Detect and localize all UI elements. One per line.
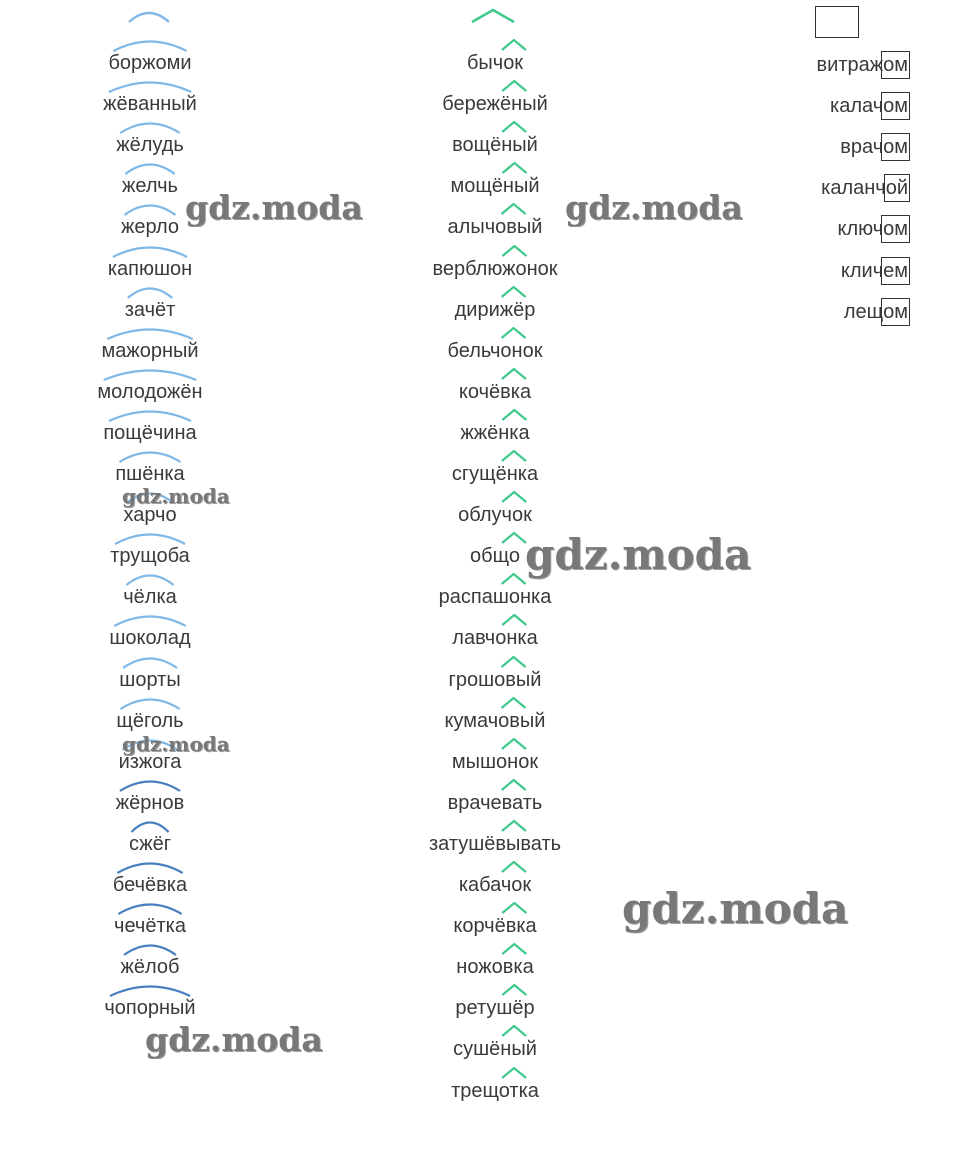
ending-box-empty: [815, 6, 859, 38]
suffix-caret-icon: [501, 820, 527, 832]
word-text: вощёный: [452, 134, 538, 157]
root-word: [97, 380, 202, 404]
suffix-word: [452, 626, 537, 650]
word-text: кумачовый: [444, 709, 546, 732]
suffix-caret-icon: [501, 902, 527, 914]
word-text: бельчонок: [447, 339, 543, 362]
word-ending-box: ом: [881, 133, 910, 161]
word-text: шоколад: [109, 627, 191, 650]
suffix-caret-icon: [501, 80, 527, 92]
word-text: ножовка: [456, 956, 534, 979]
suffix-caret-icon: [501, 697, 527, 709]
suffix-word: [445, 709, 546, 733]
word-text: облучок: [458, 504, 532, 527]
root-word: [123, 585, 177, 609]
suffix-word: [458, 503, 532, 527]
suffix-caret-icon: [501, 286, 527, 298]
suffix-word: [460, 421, 529, 445]
root-word: [116, 709, 183, 733]
root-arc-icon: [116, 778, 184, 792]
suffix-caret-icon: [501, 491, 527, 503]
suffix-word: [432, 257, 557, 281]
word-text: шорты: [119, 668, 181, 691]
suffix-caret-icon: [501, 450, 527, 462]
suffix-caret-icon: [501, 532, 527, 544]
root-arc-icon: [116, 120, 184, 134]
root-word: [110, 544, 190, 568]
root-arc-icon: [125, 285, 176, 299]
ending-word: [838, 215, 911, 243]
word-text: сушёный: [453, 1038, 537, 1061]
suffix-word: [456, 955, 533, 979]
word-text: бечёвка: [112, 874, 188, 896]
word-text: пшёнка: [115, 463, 185, 485]
root-arc-icon: [103, 408, 196, 422]
word-text: капюшон: [107, 257, 193, 280]
suffix-caret-icon: [501, 121, 527, 133]
suffix-caret-icon: [501, 39, 527, 51]
root-word: [103, 92, 197, 116]
word-text: дирижёр: [454, 298, 536, 321]
word-stem: врач: [840, 136, 884, 159]
root-arc-icon: [103, 79, 197, 93]
watermark: gdz.moda: [122, 732, 230, 756]
watermark: gdz.moda: [622, 884, 849, 933]
suffix-caret-icon: [501, 656, 527, 668]
word-text: жёлудь: [116, 134, 184, 157]
root-word: [103, 421, 196, 445]
word-text: бережёный: [442, 93, 548, 116]
word-text: боржоми: [108, 52, 192, 74]
suffix-caret-icon: [501, 245, 527, 257]
word-text: бычок: [466, 52, 524, 74]
ending-word: [840, 133, 910, 161]
word-ending-box: ом: [881, 215, 910, 243]
root-arc-icon: [101, 326, 198, 340]
root-arc-icon: [97, 367, 202, 381]
root-word: [101, 339, 198, 363]
suffix-word: [453, 914, 536, 938]
suffix-word: [452, 462, 538, 486]
word-ending-box: ой: [884, 174, 910, 202]
word-text: жерло: [121, 216, 179, 239]
suffix-word: [467, 51, 523, 75]
root-word: [116, 791, 184, 815]
suffix-word: [448, 791, 543, 815]
root-word: [116, 133, 184, 157]
suffix-caret-icon: [501, 203, 527, 215]
word-stem: ключ: [837, 218, 884, 241]
ending-word: [841, 257, 910, 285]
suffix-caret-icon: [470, 8, 516, 24]
word-stem: клич: [840, 259, 884, 282]
word-text: алычовый: [447, 216, 543, 239]
word-text: мощёный: [450, 175, 540, 198]
suffix-word: [449, 668, 542, 692]
watermark: gdz.moda: [565, 188, 743, 227]
word-text: кочёвка: [458, 380, 532, 403]
word-text: кабачок: [458, 874, 532, 896]
suffix-word: [459, 380, 531, 404]
suffix-word: [470, 544, 520, 568]
root-arc-icon: [113, 860, 187, 874]
root-word: [121, 215, 179, 239]
word-stem: калач: [830, 95, 884, 118]
suffix-word: [448, 339, 543, 363]
watermark: gdz.moda: [122, 484, 230, 508]
word-text: общо: [470, 545, 520, 568]
root-arc-icon: [108, 244, 192, 258]
word-text: пощёчина: [103, 421, 197, 444]
word-text: мышонок: [451, 750, 539, 773]
suffix-word: [451, 1079, 539, 1103]
word-text: корчёвка: [453, 915, 537, 938]
root-word: [121, 955, 180, 979]
suffix-caret-icon: [501, 162, 527, 174]
suffix-caret-icon: [501, 1025, 527, 1037]
ending-word: [844, 298, 910, 326]
root-arc-icon: [121, 942, 180, 956]
ending-word: [817, 51, 910, 79]
word-text: сгущёнка: [451, 463, 539, 485]
suffix-caret-icon: [501, 738, 527, 750]
word-stem: витраж: [816, 54, 884, 76]
suffix-caret-icon: [501, 327, 527, 339]
word-text: распашонка: [438, 586, 552, 609]
suffix-word: [452, 750, 538, 774]
root-arc-icon: [122, 161, 178, 175]
suffix-caret-icon: [501, 861, 527, 873]
suffix-caret-icon: [501, 1067, 527, 1079]
root-word: [113, 873, 187, 897]
suffix-caret-icon: [501, 984, 527, 996]
suffix-word: [450, 174, 539, 198]
suffix-word: [452, 133, 538, 157]
word-text: врачевать: [447, 791, 543, 814]
word-text: молодожён: [97, 380, 203, 403]
root-word: [129, 832, 171, 856]
word-text: трущоба: [110, 545, 190, 568]
suffix-word: [442, 92, 547, 116]
suffix-caret-icon: [501, 943, 527, 955]
word-text: чёлка: [123, 586, 177, 609]
root-arc-icon: [108, 38, 191, 52]
word-text: желчь: [122, 175, 178, 198]
root-arc-icon: [123, 572, 177, 586]
suffix-word: [455, 996, 534, 1020]
word-text: ретушёр: [455, 997, 535, 1020]
word-text: трещотка: [451, 1079, 539, 1102]
word-text: изжога: [118, 750, 182, 773]
root-arc-icon: [104, 983, 195, 997]
suffix-word: [453, 1037, 537, 1061]
root-word: [108, 51, 191, 75]
word-text: жёлоб: [120, 956, 180, 979]
root-arc-icon: [116, 696, 183, 710]
word-text: затушёвывать: [428, 832, 562, 855]
word-text: чопорный: [104, 997, 196, 1020]
root-arc-icon: [109, 613, 190, 627]
word-stem: каланч: [821, 177, 886, 200]
root-word: [119, 668, 180, 692]
root-arc-icon: [129, 819, 171, 833]
word-stem: лещ: [843, 300, 884, 323]
word-text: щёголь: [116, 709, 184, 732]
word-ending-box: ем: [881, 257, 910, 285]
root-arc-icon: [115, 449, 184, 463]
suffix-caret-icon: [501, 614, 527, 626]
root-word: [114, 914, 186, 938]
word-text: жжёнка: [460, 421, 530, 444]
word-text: харчо: [123, 504, 177, 527]
word-ending-box: ом: [881, 51, 910, 79]
suffix-word: [455, 298, 536, 322]
word-text: лавчонка: [452, 627, 538, 650]
suffix-word: [439, 585, 552, 609]
suffix-caret-icon: [501, 779, 527, 791]
ending-word: [821, 174, 910, 202]
root-arc-icon: [119, 655, 180, 669]
root-word: [108, 257, 192, 281]
ending-word: [830, 92, 910, 120]
root-word: [109, 626, 190, 650]
suffix-caret-icon: [501, 573, 527, 585]
root-word: [115, 462, 184, 486]
word-text: мажорный: [101, 339, 199, 362]
word-text: зачёт: [124, 298, 176, 321]
root-word: [122, 174, 178, 198]
word-text: чечётка: [114, 915, 186, 938]
word-ending-box: ом: [881, 298, 910, 326]
suffix-word: [459, 873, 531, 897]
root-arc-icon: [114, 901, 186, 915]
watermark: gdz.moda: [525, 530, 752, 579]
word-text: жёванный: [103, 93, 197, 116]
root-word: [125, 298, 176, 322]
word-ending-box: ом: [881, 92, 910, 120]
suffix-word: [448, 215, 543, 239]
suffix-caret-icon: [501, 368, 527, 380]
suffix-word: [429, 832, 561, 856]
root-arc-icon: [110, 531, 190, 545]
root-arc-icon: [121, 202, 179, 216]
suffix-caret-icon: [501, 409, 527, 421]
root-arc-icon: [125, 8, 173, 24]
word-text: грошовый: [448, 668, 542, 691]
word-text: сжёг: [128, 832, 172, 855]
word-text: верблюжонок: [432, 257, 558, 280]
word-text: жёрнов: [115, 791, 185, 814]
root-word: [104, 996, 195, 1020]
watermark: gdz.moda: [185, 188, 363, 227]
watermark: gdz.moda: [145, 1020, 323, 1059]
